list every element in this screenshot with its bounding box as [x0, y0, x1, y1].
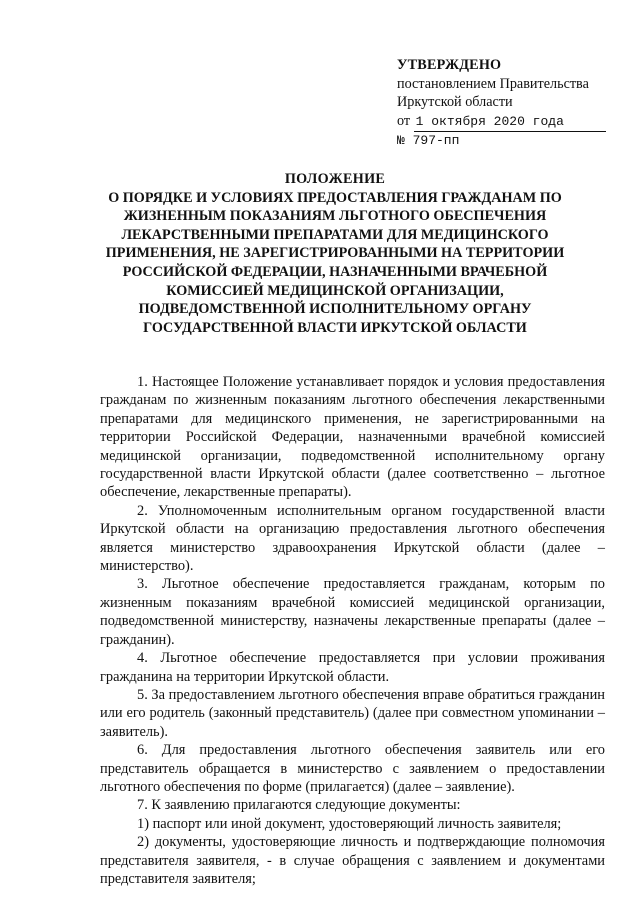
approval-date-value: 1 октября 2020 года — [414, 113, 566, 133]
approval-stamp — [397, 56, 627, 151]
paragraph: 6. Для предоставления льготного обеспечения заявитель или его представитель обращается в министерство с заявлением о предоставлении льготного обеспечения по форме (прилагается) (далее – заявление). — [100, 742, 605, 795]
paragraph: 1) паспорт или иной документ, удостоверяющий личность заявителя; — [137, 815, 562, 832]
paragraph: 2) документы, удостоверяющие личность и подтверждающие полномочия представителя заявителя, - в случае обращения с заявлением и документами представителя заявителя; — [100, 834, 605, 887]
paragraph: 7. К заявлению прилагаются следующие документы: — [137, 797, 461, 814]
approval-title: УТВЕРЖДЕНО — [397, 57, 502, 73]
paragraph: 2. Уполномоченным исполнительным органом государственной власти Иркутской области на организацию предоставления льготного обеспечения является министерство здравоохранения Иркутской области (далее – министерство). — [100, 502, 605, 575]
document-body — [100, 373, 605, 888]
approval-date-prefix: от — [397, 112, 411, 129]
approval-line-region: Иркутской области — [397, 94, 513, 111]
approval-number: № 797-пп — [397, 133, 460, 149]
paragraph: 4. Льготное обеспечение предоставляется при условии проживания гражданина на территории Иркутской области. — [100, 650, 605, 685]
paragraph: 3. Льготное обеспечение предоставляется гражданам, которым по жизненным показаниям врачебной комиссией медицинской организации, подведомственной министерству, назначены лекарственные препараты (далее – гражданин). — [100, 576, 605, 648]
approval-date-underline — [566, 118, 606, 132]
approval-date-line — [397, 112, 627, 133]
document-title: ПОЛОЖЕНИЕ — [284, 171, 386, 187]
paragraph: 1. Настоящее Положение устанавливает порядок и условия предоставления гражданам по жизненным показаниям льготного обеспечения лекарственными препаратами для медицинского применения, не зарегистрированными на территории Российской Федерации, назначенными врачебной комиссией медицинской организации, подведомственной исполнительному органу государственной власти Иркутской области (далее соответственно – льготное обеспечение, лекарственные препараты). — [100, 374, 605, 501]
document-heading — [100, 170, 570, 337]
document-subtitle: О ПОРЯДКЕ И УСЛОВИЯХ ПРЕДОСТАВЛЕНИЯ ГРАЖДАНАМ ПО ЖИЗНЕННЫМ ПОКАЗАНИЯМ ЛЬГОТНОГО ОБЕСПЕЧЕНИЯ ЛЕКАРСТВЕННЫМИ ПРЕПАРАТАМИ ДЛЯ МЕДИЦИНСКОГО ПРИМЕНЕНИЯ, НЕ ЗАРЕГИСТРИРОВАННЫМИ НА ТЕРРИТОРИИ РОССИЙСКОЙ ФЕДЕРАЦИИ, НАЗНАЧЕННЫМИ ВРАЧЕБНОЙ КОМИССИЕЙ МЕДИЦИНСКОЙ ОРГАНИЗАЦИИ, ПОДВЕДОМСТВЕННОЙ ИСПОЛНИТЕЛЬНОМУ ОРГАНУ ГОСУДАРСТВЕННОЙ ВЛАСТИ ИРКУТСКОЙ ОБЛАСТИ — [105, 189, 565, 336]
approval-line-resolution: постановлением Правительства — [397, 75, 589, 92]
paragraph: 5. За предоставлением льготного обеспечения вправе обратиться гражданин или его родитель (законный представитель) (далее при совместном упоминании – заявитель). — [100, 686, 605, 740]
